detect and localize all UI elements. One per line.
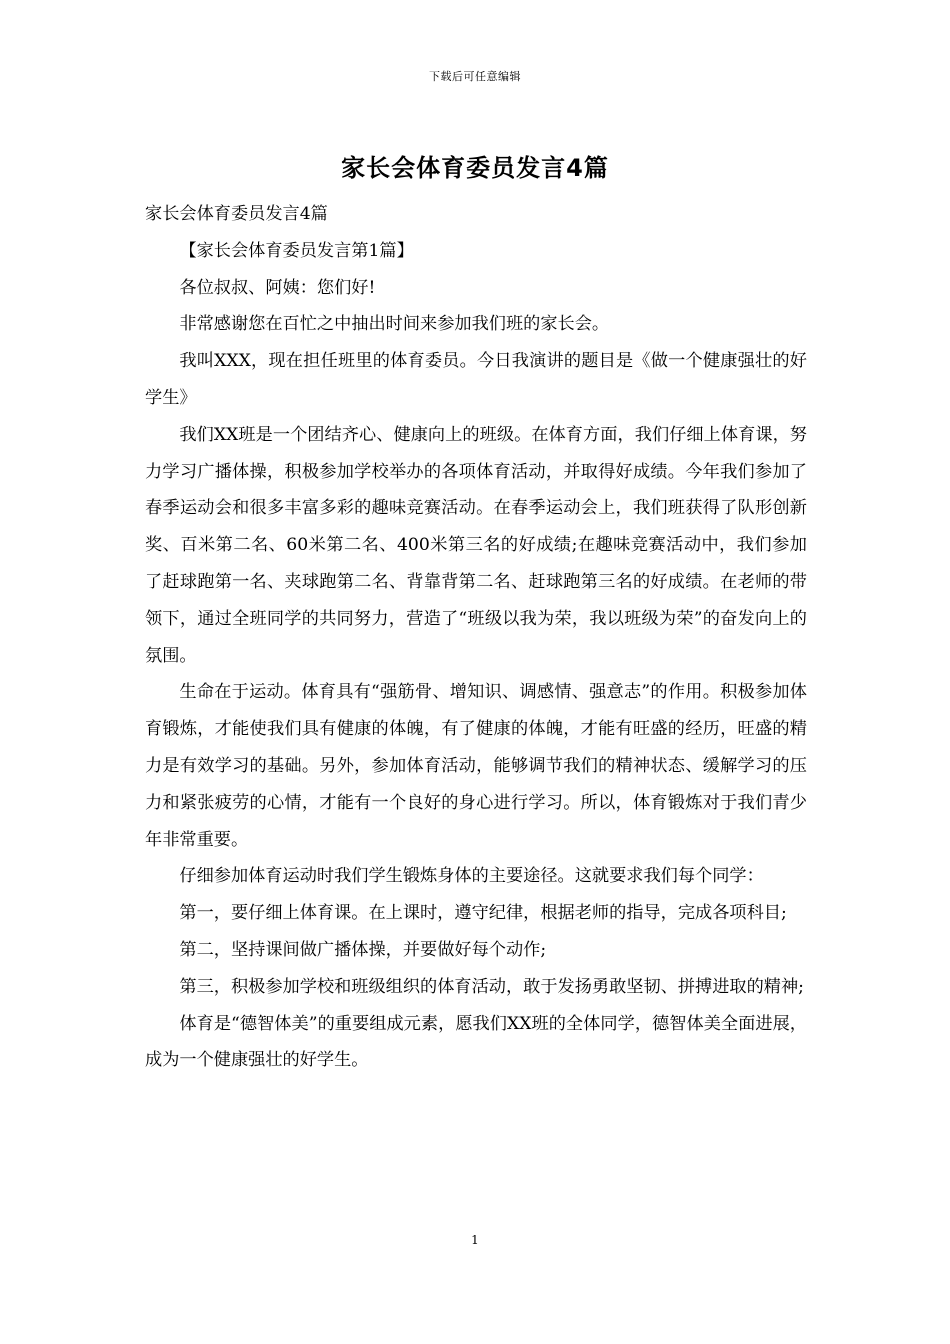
paragraph-greeting: 各位叔叔、阿姨：您们好! [179, 277, 376, 298]
paragraph-introduction: 我叫XXX，现在担任班里的体育委员。今日我演讲的题目是《做一个健康强壮的好学生》 [145, 351, 807, 408]
paragraph-class-achievements: 我们XX班是一个团结齐心、健康向上的班级。在体育方面，我们仔细上体育课，努力学习广播体操，积极参加学校举办的各项体育活动，并取得好成绩。今年我们参加了春季运动会和很多丰富多彩的趣味竞赛活动。在春季运动会上，我们班获得了队形创新奖、百米第二名、60米第二名、400米第三名的好成绩;在趣味竞赛活动中，我们参加了赶球跑第一名、夹球跑第二名、背靠背第二名、赶球跑第三名的好成绩。在老师的带领下，通过全班同学的共同努力，营造了“班级以我为荣，我以班级为荣”的奋发向上的氛围。 [145, 424, 807, 666]
paragraph-requirement-2: 第二，坚持课间做广播体操，并要做好每个动作; [179, 939, 547, 960]
subtitle-line: 家长会体育委员发言4篇 [145, 204, 328, 224]
paragraph-closing: 体育是“德智体美”的重要组成元素，愿我们XX班的全体同学，德智体美全面进展，成为一个健康强壮的好学生。 [145, 1013, 807, 1071]
header-note: 下载后可任意编辑 [429, 70, 521, 83]
section-heading: 【家长会体育委员发言第1篇】 [179, 240, 414, 261]
paragraph-requirement-1: 第一，要仔细上体育课。在上课时，遵守纪律，根据老师的指导，完成各项科目; [179, 903, 787, 924]
paragraph-thanks: 非常感谢您在百忙之中抽出时间来参加我们班的家长会。 [179, 314, 610, 335]
paragraph-importance-of-sport: 生命在于运动。体育具有“强筋骨、增知识、调感情、强意志”的作用。积极参加体育锻炼，才能使我们具有健康的体魄，有了健康的体魄，才能有旺盛的经历，旺盛的精力是有效学习的基础。另外，参加体育活动，能够调节我们的精神状态、缓解学习的压力和紧张疲劳的心情，才能有一个良好的身心进行学习。所以，体育锻炼对于我们青少年非常重要。 [145, 682, 807, 850]
document-body [145, 196, 807, 1079]
document-title: 家长会体育委员发言4篇 [341, 154, 609, 182]
page-number: 1 [471, 1233, 479, 1247]
paragraph-requirements-intro: 仔细参加体育运动时我们学生锻炼身体的主要途径。这就要求我们每个同学： [179, 866, 764, 887]
paragraph-requirement-3: 第三，积极参加学校和班级组织的体育活动，敢于发扬勇敢坚韧、拼搏进取的精神; [179, 976, 804, 997]
